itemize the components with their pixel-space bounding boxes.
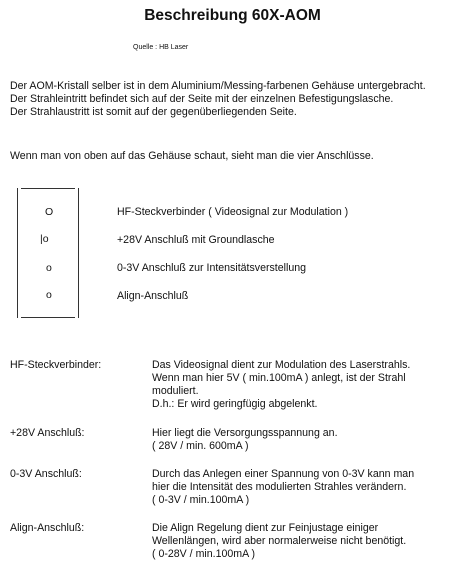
description-line: Durch das Anlegen einer Spannung von 0-3V kann man (152, 468, 415, 480)
description-line: Das Videosignal dient zur Modulation des Laserstrahls. (152, 359, 411, 371)
description-text-hf (152, 359, 457, 411)
description-text-28v (152, 427, 457, 453)
hf-connector-symbol: O (45, 206, 54, 218)
connector-label-hf: HF-Steckverbinder ( Videosignal zur Modulation ) (117, 206, 349, 218)
intro-line: Der Strahleintritt befindet sich auf der Seite mit der einzelnen Befestigungslasche. (10, 93, 394, 106)
intensity-connector-symbol: o (46, 262, 52, 274)
description-term-align: Align-Anschluß: (10, 522, 85, 534)
description-text-align (152, 522, 457, 561)
description-term-28v: +28V Anschluß: (10, 427, 85, 439)
description-line: Wenn man hier 5V ( min.100mA ) anlegt, ist der Strahl (152, 372, 406, 384)
align-connector-symbol: o (46, 289, 52, 301)
intro-line: Der Strahlaustritt ist somit auf der gegenüberliegenden Seite. (10, 106, 297, 119)
description-line: moduliert. (152, 385, 199, 397)
connector-label-align: Align-Anschluß (117, 290, 189, 302)
document-title: Beschreibung 60X-AOM (144, 7, 321, 24)
description-line: hier die Intensität des modulierten Strahles verändern. (152, 481, 407, 493)
housing-diagram (17, 188, 79, 318)
description-line: Die Align Regelung dient zur Feinjustage einiger (152, 522, 379, 534)
description-line: ( 0-3V / min.100mA ) (152, 494, 250, 506)
description-text-0-3v (152, 468, 457, 507)
description-line: Hier liegt die Versorgungsspannung an. (152, 427, 338, 439)
power-connector-symbol: |o (40, 233, 49, 245)
description-line: Wellenlängen, wird aber normalerweise nicht benötigt. (152, 535, 407, 547)
connector-label-0-3v: 0-3V Anschluß zur Intensitätsverstellung (117, 262, 307, 274)
description-term-0-3v: 0-3V Anschluß: (10, 468, 82, 480)
view-description: Wenn man von oben auf das Gehäuse schaut, sieht man die vier Anschlüsse. (10, 150, 374, 162)
description-line: ( 0-28V / min.100mA ) (152, 548, 256, 560)
source-note: Quelle : HB Laser (133, 44, 189, 51)
description-line: ( 28V / min. 600mA ) (152, 440, 249, 452)
intro-paragraph (10, 80, 455, 120)
description-term-hf: HF-Steckverbinder: (10, 359, 102, 371)
description-line: D.h.: Er wird geringfügig abgelenkt. (152, 398, 318, 410)
intro-line: Der AOM-Kristall selber ist in dem Aluminium/Messing-farbenen Gehäuse untergebracht. (10, 80, 426, 92)
connector-label-28v: +28V Anschluß mit Groundlasche (117, 234, 275, 246)
